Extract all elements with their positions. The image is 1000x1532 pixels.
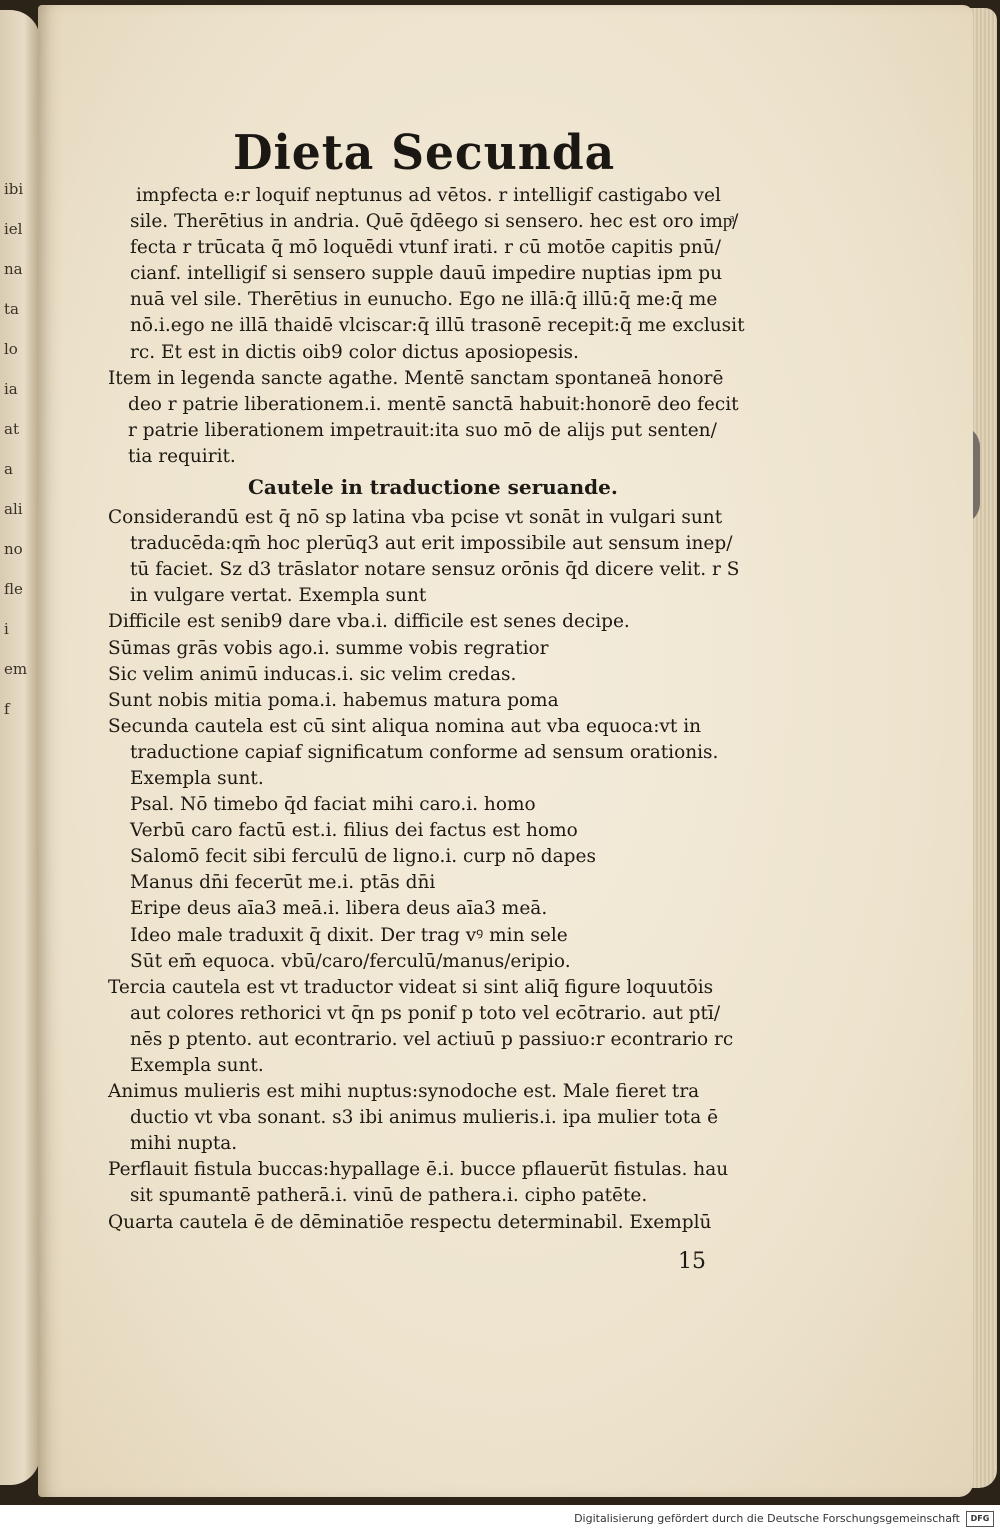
text-line: Considerandū est q̄ nō sp latina vba pcise vt sonāt in vulgari sunt: [108, 507, 723, 529]
text-line: Exempla sunt.: [130, 1055, 264, 1076]
book-page: [38, 5, 973, 1497]
margin-fragment: i: [4, 620, 9, 638]
footer-credit: Digitalisierung gefördert durch die Deutsche Forschungsgemeinschaft: [574, 1512, 960, 1525]
text-line: aut colores rethorici vt q̄n ps ponif p toto vel ecōtrario. aut ptī/: [130, 1002, 721, 1024]
margin-fragment: iel: [4, 220, 23, 238]
text-line: ductio vt vba sonant. s3 ibi animus mulieris.i. ipa mulier tota ē: [130, 1107, 719, 1129]
text-line: r patrie liberationem impetrauit:ita suo mō de alijs put senten/: [128, 419, 717, 441]
text-line: traducēda:qm̄ hoc plerūq3 aut erit impossibile aut sensum inep/: [130, 533, 733, 555]
text-line: Tercia cautela est vt traductor videat si sint aliq̄ figure loquutōis: [108, 976, 714, 998]
margin-fragment: no: [4, 540, 23, 558]
margin-fragment: a: [4, 460, 13, 478]
text-line: Sunt nobis mitia poma.i. habemus matura poma: [108, 689, 559, 711]
footer-bar: [0, 1505, 1000, 1532]
text-line: Psal. Nō timebo q̄d faciat mihi caro.i. homo: [130, 794, 536, 816]
text-line: Item in legenda sancte agathe. Mentē sanctam spontaneā honorē: [108, 367, 724, 389]
previous-page-edge: [0, 10, 40, 1485]
text-line: Ideo male traduxit q̄ dixit. Der trag vꝰ min sele: [130, 924, 568, 946]
text-line: Difficile est senib9 dare vba.i. difficile est senes decipe.: [108, 611, 630, 633]
text-line: nuā vel sile. Therētius in eunucho. Ego ne illā:q̄ illū:q̄ me:q̄ me: [130, 289, 718, 311]
margin-fragment: f: [4, 700, 10, 718]
text-line: impfecta e:r loquif neptunus ad vētos. r intelligif castigabo vel: [136, 185, 721, 206]
text-line: nēs p ptento. aut econtrario. vel actiuū p passiuo:r econtrario rc: [130, 1028, 734, 1050]
text-line: rc. Et est in dictis oib9 color dictus aposiopesis.: [130, 341, 579, 363]
margin-fragment: at: [4, 420, 19, 438]
text-line: traductione capiaf significatum conforme ad sensum orationis.: [130, 741, 719, 763]
body-text: [68, 183, 813, 1236]
text-line: Sic velim animū inducas.i. sic velim credas.: [108, 663, 517, 685]
text-line: in vulgare vertat. Exempla sunt: [130, 585, 427, 607]
margin-fragment: na: [4, 260, 23, 278]
margin-fragment: em: [4, 660, 28, 678]
margin-fragment: fle: [4, 580, 23, 598]
dfg-logo: DFG: [966, 1511, 994, 1527]
text-line: Verbū caro factū est.i. filius dei factus est homo: [130, 820, 578, 842]
text-line: cianf. intelligif si sensero supple dauū impedire nuptias ipm pu: [130, 263, 723, 285]
text-line: Sūt em̄ equoca. vbū/caro/ferculū/manus/eripio.: [130, 950, 571, 972]
text-line: mihi nupta.: [130, 1133, 238, 1155]
folio-number: 15: [678, 1249, 706, 1274]
section-heading: Cautele in traductione seruande.: [248, 475, 618, 500]
margin-fragment: ta: [4, 300, 19, 318]
text-line: fecta r trūcata q̄ mō loquēdi vtunf irati. r cū motōe capitis pnū/: [130, 237, 721, 259]
text-line: sit spumantē patherā.i. vinū de pathera.i. cipho patēte.: [130, 1185, 648, 1207]
text-line: tia requirit.: [128, 445, 236, 467]
text-line: Quarta cautela ē de dēminatiōe respectu determinabil. Exemplū: [108, 1211, 712, 1233]
text-line: tū faciet. Sz d3 trāslator notare sensuz orōnis q̄d dicere velit. r S: [130, 559, 740, 581]
text-line: sile. Therētius in andria. Quē q̄dēego si sensero. hec est oro impͣ/: [130, 211, 739, 233]
text-line: Eripe deus aīa3 meā.i. libera deus aīa3 meā.: [130, 898, 548, 920]
text-line: nō.i.ego ne illā thaidē vlciscar:q̄ illū trasonē recepit:q̄ me exclusit: [130, 315, 745, 337]
text-line: Salomō fecit sibi ferculū de ligno.i. curp nō dapes: [130, 846, 596, 868]
text-line: Animus mulieris est mihi nuptus:synodoche est. Male fieret tra: [108, 1081, 700, 1103]
margin-fragment: ibi: [4, 180, 24, 198]
text-line: deo r patrie liberationem.i. mentē sanctā habuit:honorē deo fecit: [128, 393, 739, 415]
text-line: Secunda cautela est cū sint aliqua nomina aut vba equoca:vt in: [108, 715, 702, 737]
margin-fragment: ia: [4, 380, 18, 398]
text-line: Sūmas grās vobis ago.i. summe vobis regratior: [108, 637, 549, 659]
margin-fragment: ali: [4, 500, 23, 518]
text-line: Manus dn̄i fecerūt me.i. ptās dn̄i: [130, 872, 436, 894]
margin-fragment: lo: [4, 340, 18, 358]
text-line: Perflauit fistula buccas:hypallage ē.i. bucce pflauerūt fistulas. hau: [108, 1159, 729, 1181]
text-line: Exempla sunt.: [130, 767, 264, 789]
running-head: Dieta Secunda: [233, 125, 616, 181]
